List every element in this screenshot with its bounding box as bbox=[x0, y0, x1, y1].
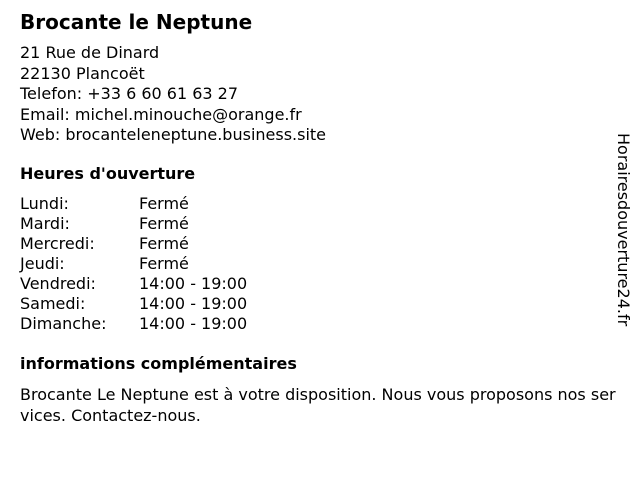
hours-day-label: Vendredi: bbox=[20, 274, 96, 293]
hours-time-value: Fermé bbox=[139, 214, 189, 233]
hours-time-value: 14:00 - 19:00 bbox=[139, 294, 248, 313]
hours-row-sunday bbox=[20, 314, 247, 334]
contact-block bbox=[20, 43, 326, 146]
business-name: Brocante le Neptune bbox=[20, 10, 253, 34]
hours-time-value: Fermé bbox=[139, 234, 189, 253]
hours-time-value: Fermé bbox=[139, 254, 189, 273]
hours-row-tuesday bbox=[20, 214, 247, 234]
hours-day-label: Mardi: bbox=[20, 214, 70, 233]
hours-row-saturday bbox=[20, 294, 247, 314]
address-city: 22130 Plancoët bbox=[20, 63, 145, 83]
hours-row-wednesday bbox=[20, 234, 247, 254]
hours-time-value: 14:00 - 19:00 bbox=[139, 314, 248, 333]
email-line: Email: michel.minouche@orange.fr bbox=[20, 104, 302, 124]
address-street: 21 Rue de Dinard bbox=[20, 43, 160, 62]
info-description: Brocante Le Neptune est à votre disposition. Nous vous proposons nos services. Contactez-nous. bbox=[20, 385, 616, 425]
site-watermark: Horairesdouverture24.fr bbox=[614, 133, 633, 327]
hours-row-thursday bbox=[20, 254, 247, 274]
hours-day-label: Dimanche: bbox=[20, 314, 107, 333]
hours-day-label: Samedi: bbox=[20, 294, 86, 313]
hours-row-friday bbox=[20, 274, 247, 294]
info-heading: informations complémentaires bbox=[20, 354, 297, 373]
hours-day-label: Jeudi: bbox=[20, 254, 65, 273]
hours-table bbox=[20, 194, 247, 334]
hours-day-label: Lundi: bbox=[20, 194, 69, 213]
web-line: Web: brocanteleneptune.business.site bbox=[20, 125, 327, 144]
hours-day-label: Mercredi: bbox=[20, 234, 95, 253]
hours-time-value: Fermé bbox=[139, 194, 189, 213]
hours-row-monday bbox=[20, 194, 247, 214]
hours-heading: Heures d'ouverture bbox=[20, 164, 196, 183]
hours-time-value: 14:00 - 19:00 bbox=[139, 274, 248, 293]
phone-line: Telefon: +33 6 60 61 63 27 bbox=[20, 84, 239, 103]
